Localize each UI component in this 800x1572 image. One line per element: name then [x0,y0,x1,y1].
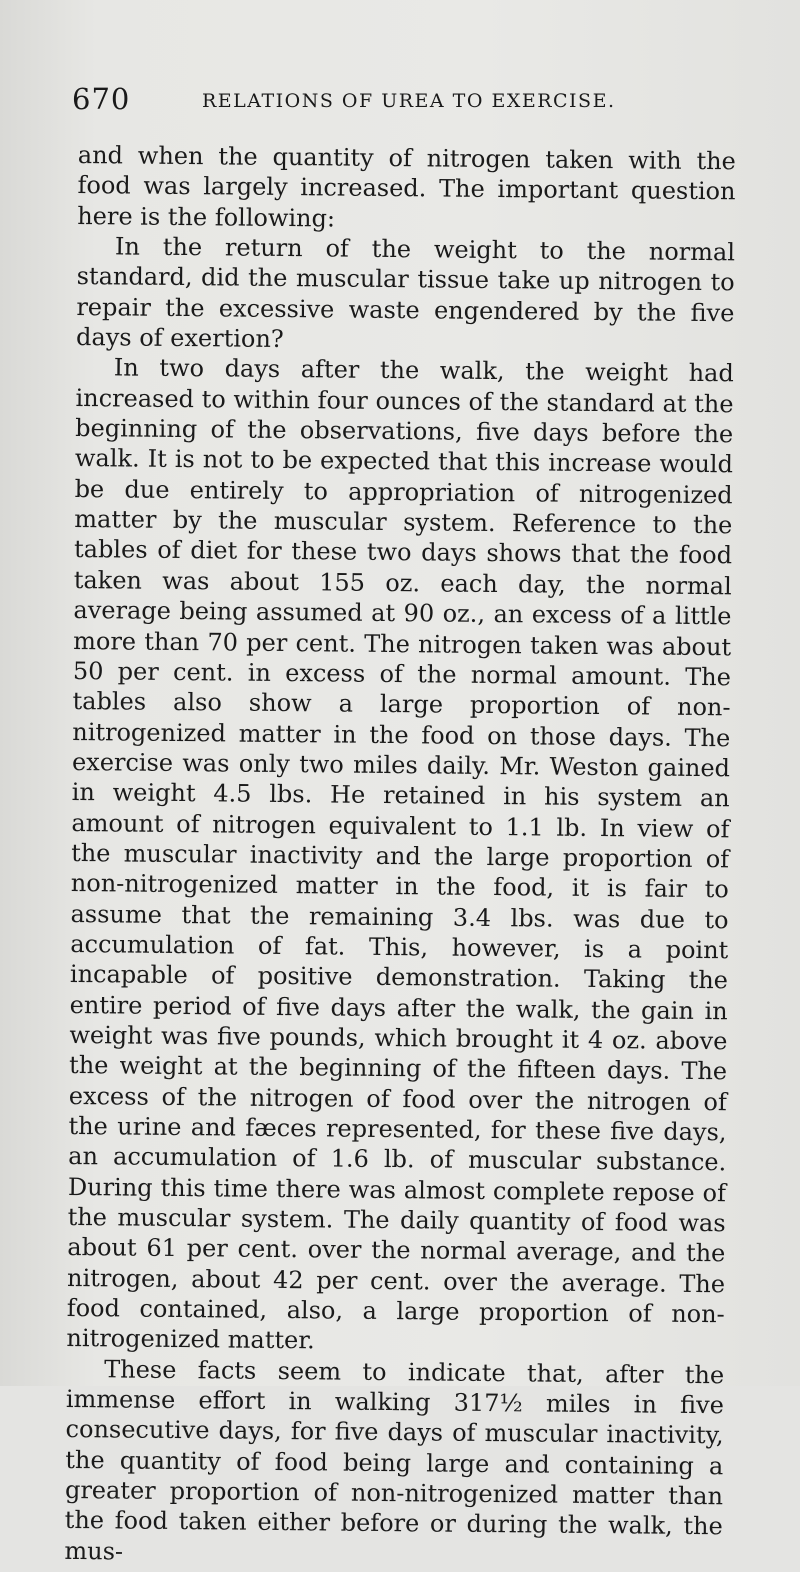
paragraph-continuation: and when the quantity of nitrogen taken with the food was largely increased. The important question here is the following: [77,140,736,233]
paragraph-question: In the return of the weight to the normal standard, did the muscular tissue take up nitrogen to repair the excessive waste engendered by the five days of exertion? [75,232,736,354]
paragraph-conclusion: These facts seem to indicate that, after the immense effort in walking 317½ miles in five consecutive days, for five days of muscular inactivity, the quantity of food being large and containing a greater proportion of non-nitrogenized matter than the food taken either before or during the walk, the mus- [64,1355,725,1566]
body-text [64,140,736,1572]
page-number: 670 [72,82,131,116]
running-head [72,82,732,122]
running-title: RELATIONS OF UREA TO EXERCISE. [202,90,616,112]
paragraph-analysis: In two days after the walk, the weight had increased to within four ounces of the standard at the beginning of the observations, five days before the walk. It is not to be expected that this increase would be due entirely to appropriation of nitrogenized matter by the muscular system. Reference to the tables of diet for these two days shows that the food taken was about 155 oz. each day, the normal average being assumed at 90 oz., an excess of a little more than 70 per cent. The nitrogen taken was about 50 per cent. in excess of the normal amount. The tables also show a large proportion of non-nitrogenized matter in the food on those days. The exercise was only two miles daily. Mr. Weston gained in weight 4.5 lbs. He retained in his system an amount of nitrogen equivalent to 1.1 lb. In view of the muscular inactivity and the large proportion of non-nitrogenized matter in the food, it is fair to assume that the remaining 3.4 lbs. was due to accumulation of fat. This, however, is a point incapable of positive demonstration. Taking the entire period of five days after the walk, the gain in weight was five pounds, which brought it 4 oz. above the weight at the beginning of the fifteen days. The excess of the nitrogen of food over the nitrogen of the urine and fæces represented, for these five days, an accumulation of 1.6 lb. of muscular substance. During this time there was almost complete repose of the muscular system. The daily quantity of food was about 61 per cent. over the normal average, and the nitrogen, about 42 per cent. over the average. The food contained, also, a large proportion of non-nitrogenized matter. [66,353,734,1355]
